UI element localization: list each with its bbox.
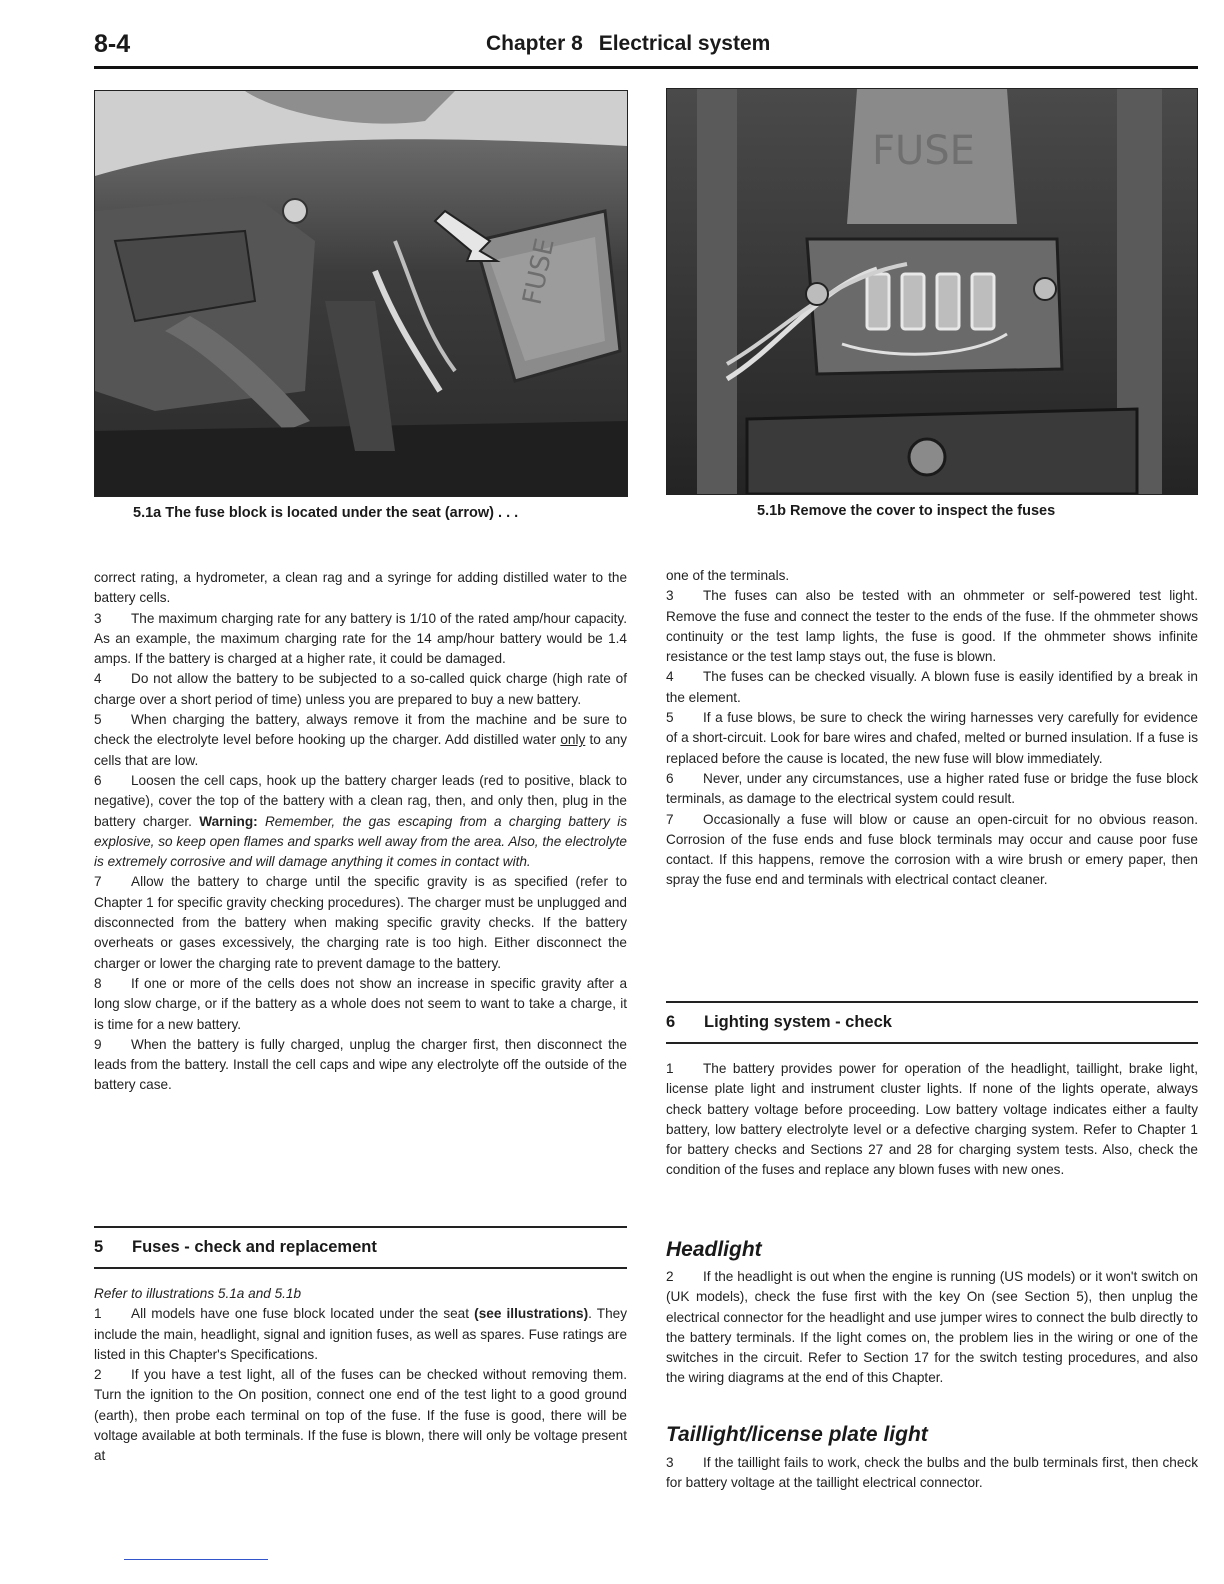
paragraph-3: 3 The maximum charging rate for any battery is 1/10 of the rated amp/hour capacity. As an example, the maximum charging rate for the 14 amp/hour battery would be 1.4 amps. If the battery is charged at a higher rate, it could be damaged.	[94, 610, 627, 667]
page-number: 8-4	[94, 30, 131, 58]
photo-fuse-block-under-seat	[94, 90, 628, 497]
fuse-1	[867, 274, 889, 329]
refer-illustrations: Refer to illustrations 5.1a and 5.1b	[94, 1286, 302, 1301]
section-6-rule-bottom	[666, 1042, 1198, 1044]
fuse-paragraph-4: 4 The fuses can be checked visually. A blown fuse is easily identified by a break in the element.	[666, 669, 1198, 705]
section-6-paragraph-1: 1 The battery provides power for operation of the headlight, taillight, brake light, license plate light and instrument cluster lights. If none of the lights operate, always check battery voltage before proceeding. Low battery voltage indicates either a faulty battery, low battery electrolyte level or a defective charging system. Refer to Chapter 1 for battery checks and Sections 27 and 28 for charging system tests. Also, check the condition of the fuses and replace any blown fuses with new ones.	[666, 1061, 1198, 1178]
footer-link-rule	[124, 1559, 268, 1560]
right-column	[666, 566, 1198, 891]
fuse-4	[972, 274, 994, 329]
section-5-paragraph-2: 2 If you have a test light, all of the fuses can be checked without removing them. Turn the ignition to the On position, connect one end of the test light to a good ground (earth), then probe each terminal on top of the fuse. If the fuse is good, there will be voltage available at both terminals. If the fuse is blown, there will only be voltage present at	[94, 1367, 627, 1464]
taillight-body	[666, 1453, 1198, 1494]
fuse-paragraph-6: 6 Never, under any circumstances, use a higher rated fuse or bridge the fuse block terminals, as damage to the electrical system could result.	[666, 770, 1198, 807]
section-6-title: Lighting system - check	[704, 1013, 892, 1031]
paragraph-8: 8 If one or more of the cells does not show an increase in specific gravity after a long slow charge, or if the battery as a whole does not seem to want to take a charge, it is time for a new battery.	[94, 975, 627, 1032]
paragraph-continued: correct rating, a hydrometer, a clean rag and a syringe for adding distilled water to the battery cells.	[94, 570, 627, 606]
fuse-paragraph-7: 7 Occasionally a fuse will blow or cause an open-circuit for no obvious reason. Corrosion of the fuse ends and fuse block terminals may occur and cause poor fuse contact. If this happens, remove the corrosion with a wire brush or emery paper, then spray the fuse end and terminals with electrical contact cleaner.	[666, 811, 1198, 888]
headlight-body	[666, 1267, 1198, 1389]
section-6-body	[666, 1059, 1198, 1181]
chapter-label: Chapter 8	[486, 32, 583, 55]
photo-fuse-box-open	[666, 88, 1198, 495]
warning-text: Remember, the gas escaping from a charging battery is explosive, so keep open flames and sparks well away from the area. Also, the electrolyte is extremely corrosive and will damage anything it comes in contact with.	[94, 813, 628, 870]
figure-caption-5-1b: 5.1b Remove the cover to inspect the fuses	[757, 503, 1056, 519]
section-5-paragraph-1: 1 All models have one fuse block located under the seat (see illustrations). They include the main, headlight, signal and ignition fuses, as well as spares. Fuse ratings are listed in this Chapter's Specifications.	[94, 1306, 627, 1362]
headlight-heading: Headlight	[666, 1238, 762, 1261]
fuse-paragraph-5: 5 If a fuse blows, be sure to check the wiring harnesses very carefully for evidence of a short-circuit. Look for bare wires and chafed, melted or burned insulation. If a fuse is replaced before the cause is located, the new fuse will blow immediately.	[666, 710, 1198, 766]
running-head	[486, 32, 770, 56]
taillight-paragraph-3: 3 If the taillight fails to work, check the bulbs and the bulb terminals first, then check for battery voltage at the taillight electrical connector.	[666, 1455, 1198, 1491]
fuse-paragraph-3: 3 The fuses can also be tested with an ohmmeter or self-powered test light. Remove the fuse and connect the tester to the ends of the fuse. If the ohmmeter shows continuity or the test lamp lights, the fuse is good. If the ohmmeter shows infinite resistance or the test lamp stays out, the fuse is blown.	[666, 588, 1198, 665]
headlight-paragraph-2: 2 If the headlight is out when the engine is running (US models) or it won't switch on (UK models), check the fuse first with the key On (see Section 5), then unplug the electrical connector for the headlight and use jumper wires to connect the bulb directly to the battery terminals. If the light comes on, the problem lies in the wiring or one of the switches in the circuit. Refer to Section 17 for the switch testing procedures, and also the wiring diagrams at the end of this Chapter.	[666, 1269, 1198, 1386]
fuse-3	[937, 274, 959, 329]
paragraph-9: 9 When the battery is fully charged, unplug the charger first, then disconnect the leads from the battery. Install the cell caps and wipe any electrolyte off the outside of the battery case.	[94, 1036, 627, 1093]
section-5-heading: 5 Fuses - check and replacement	[94, 1226, 627, 1269]
paragraph-continued-right: one of the terminals.	[666, 568, 790, 583]
warning-label: Warning:	[199, 813, 258, 829]
fuse-cover-label-text	[872, 128, 975, 174]
chapter-title: Electrical system	[598, 32, 771, 55]
paragraph-7: 7 Allow the battery to charge until the specific gravity is as specified (refer to Chapter 1 for specific gravity checking procedures). The charger must be unplugged and disconnected from the battery when making specific gravity checks. If the battery overheats or gases excessively, the charging rate is too high. Either disconnect the charger or lower the charging rate to prevent damage to the battery.	[94, 874, 627, 971]
section-5-body	[94, 1284, 627, 1467]
section-rule-bottom	[94, 1267, 627, 1269]
svg-text:FUSE: FUSE	[872, 128, 975, 174]
section-6-heading: 6 Lighting system - check	[666, 1001, 1198, 1044]
paragraph-4: 4 Do not allow the battery to be subjected to a so-called quick charge (high rate of charge over a short period of time) unless you are prepared to buy a new battery.	[94, 671, 627, 707]
taillight-heading: Taillight/license plate light	[666, 1423, 928, 1446]
screw-left-icon	[806, 283, 828, 305]
paragraph-6: 6 Loosen the cell caps, hook up the battery charger leads (red to positive, black to negative), cover the top of the battery with a clean rag, then, and only then, plug in the battery charger. Warning: Remember, the gas escaping from a charging battery is explosive, so keep open flames and sparks well away from the area. Also, the electrolyte is extremely corrosive and will damage anything it comes in contact with.	[94, 772, 628, 870]
fuse-2	[902, 274, 924, 329]
photo-5-1b-illustration	[667, 89, 1197, 494]
section-5-title: Fuses - check and replacement	[132, 1238, 377, 1256]
cover-screw-icon	[909, 439, 945, 475]
left-column	[94, 568, 627, 1096]
paragraph-5: 5 When charging the battery, always remove it from the machine and be sure to check the electrolyte level before hooking up the charger. Add distilled water only to any cells that are low.	[94, 712, 628, 768]
svg-text:FUSE: FUSE	[517, 235, 561, 308]
screw-right-icon	[1034, 278, 1056, 300]
header-rule	[94, 66, 1198, 69]
figure-caption-5-1a: 5.1a The fuse block is located under the seat (arrow) . . .	[133, 505, 519, 521]
photo-5-1a-illustration	[95, 91, 627, 496]
